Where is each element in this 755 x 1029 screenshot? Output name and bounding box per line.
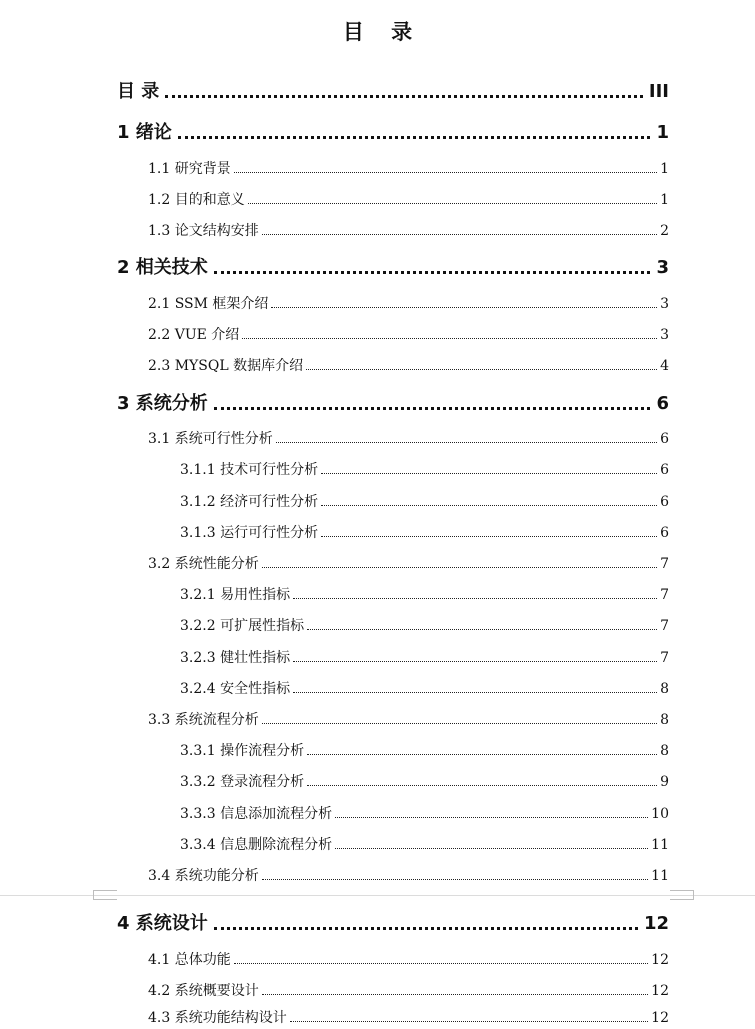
toc-entry-label: 2.3 MYSQL 数据库介绍 <box>148 358 304 374</box>
toc-entry-page: 2 <box>660 223 669 239</box>
toc-entry-page: 6 <box>660 494 669 510</box>
toc-entry-chapter-3[interactable] <box>117 391 669 415</box>
toc-entry-chapter-2[interactable] <box>117 255 669 279</box>
toc-entry-label: 3.3.4 信息删除流程分析 <box>180 837 333 853</box>
toc-entry-page: 12 <box>651 952 669 968</box>
toc-entry-label: 2.2 VUE 介绍 <box>148 327 240 343</box>
toc-entry-label: 3.4 系统功能分析 <box>148 868 259 884</box>
dot-leader <box>321 505 657 506</box>
dot-leader <box>234 963 648 964</box>
toc-entry-3-4[interactable] <box>148 865 669 885</box>
dot-leader <box>262 723 657 724</box>
toc-entry-page: 7 <box>660 650 669 666</box>
toc-entry-page: 6 <box>660 462 669 478</box>
toc-entry-3-2-2[interactable] <box>180 615 669 635</box>
toc-entry-label: 3.1 系统可行性分析 <box>148 431 273 447</box>
dot-leader <box>335 817 648 818</box>
toc-entry-label: 3.1.1 技术可行性分析 <box>180 462 319 478</box>
toc-entry-1-3[interactable] <box>148 220 669 240</box>
dot-leader <box>214 407 651 410</box>
toc-entry-label: 1.1 研究背景 <box>148 161 231 177</box>
toc-entry-chapter-1[interactable] <box>117 120 669 144</box>
toc-entry-label: 3.1.2 经济可行性分析 <box>180 494 319 510</box>
toc-entry-page: 3 <box>660 296 669 312</box>
dot-leader <box>293 661 657 662</box>
toc-entry-page: 8 <box>660 681 669 697</box>
toc-entry-page: 12 <box>651 983 669 999</box>
dot-leader <box>307 754 657 755</box>
toc-entry-label: 4.2 系统概要设计 <box>148 983 259 999</box>
toc-entry-3-3-1[interactable] <box>180 740 669 760</box>
page-title: 目 录 <box>342 20 423 44</box>
toc-entry-page: 3 <box>656 257 669 278</box>
toc-entry-page: 12 <box>643 913 669 934</box>
dot-leader <box>307 785 657 786</box>
toc-entry-4-1[interactable] <box>148 949 669 969</box>
dot-leader <box>321 536 657 537</box>
dot-leader <box>248 203 657 204</box>
dot-leader <box>335 848 648 849</box>
dot-leader <box>262 234 657 235</box>
toc-entry-page: 12 <box>651 1010 669 1026</box>
toc-entry-page: 7 <box>660 587 669 603</box>
toc-entry-page: 11 <box>651 868 669 884</box>
toc-entry-label: 4.3 系统功能结构设计 <box>148 1010 287 1026</box>
toc-entry-3-3-4[interactable] <box>180 834 669 854</box>
dot-leader <box>214 927 638 930</box>
toc-entry-page: 4 <box>660 358 669 374</box>
toc-entry-3-2-4[interactable] <box>180 678 669 698</box>
toc-entry-label: 3 系统分析 <box>117 393 208 414</box>
toc-entry-4-3[interactable] <box>148 1007 669 1027</box>
dot-leader <box>262 994 648 995</box>
toc-entry-3-3-2[interactable] <box>180 771 669 791</box>
toc-entry-label: 1.3 论文结构安排 <box>148 223 259 239</box>
dot-leader <box>242 338 657 339</box>
toc-entry-2-3[interactable] <box>148 355 669 375</box>
toc-entry-label: 3.2 系统性能分析 <box>148 556 259 572</box>
dot-leader <box>262 879 648 880</box>
toc-entry-3-2[interactable] <box>148 553 669 573</box>
toc-entry-label: 2.1 SSM 框架介绍 <box>148 296 269 312</box>
toc-entry-page: 7 <box>660 618 669 634</box>
toc-entry-page: 8 <box>660 743 669 759</box>
dot-leader <box>293 598 657 599</box>
toc-entry-page: 6 <box>660 431 669 447</box>
page-corner-mark-left <box>93 890 117 900</box>
toc-entry-page: 7 <box>660 556 669 572</box>
toc-entry-label: 3.1.3 运行可行性分析 <box>180 525 319 541</box>
dot-leader <box>293 692 657 693</box>
toc-entry-label: 1 绪论 <box>117 122 172 143</box>
toc-entry-3-3-3[interactable] <box>180 803 669 823</box>
toc-entry-page: 10 <box>651 806 669 822</box>
toc-entry-label: 3.3 系统流程分析 <box>148 712 259 728</box>
dot-leader <box>165 95 643 98</box>
toc-entry-3-2-1[interactable] <box>180 584 669 604</box>
toc-entry-3-1-1[interactable] <box>180 459 669 479</box>
toc-entry-page: 6 <box>656 393 669 414</box>
toc-entry-label: 目 录 <box>117 81 160 102</box>
toc-entry-label: 3.2.3 健壮性指标 <box>180 650 291 666</box>
toc-entry-page: 1 <box>660 192 669 208</box>
toc-entry-3-3[interactable] <box>148 709 669 729</box>
toc-entry-2-2[interactable] <box>148 324 669 344</box>
dot-leader <box>262 567 657 568</box>
toc-entry-page: 6 <box>660 525 669 541</box>
dot-leader <box>271 307 657 308</box>
toc-entry-label: 3.2.4 安全性指标 <box>180 681 291 697</box>
toc-entry-3-1-3[interactable] <box>180 522 669 542</box>
dot-leader <box>306 369 657 370</box>
page-corner-mark-right <box>670 890 694 900</box>
dot-leader <box>234 172 657 173</box>
toc-entry-4-2[interactable] <box>148 980 669 1000</box>
toc-entry-chapter-4[interactable] <box>117 911 669 935</box>
toc-entry-page: 11 <box>651 837 669 853</box>
toc-entry-label: 4.1 总体功能 <box>148 952 231 968</box>
dot-leader <box>321 473 657 474</box>
toc-entry-page: 1 <box>656 122 669 143</box>
toc-entry-page: III <box>648 81 669 102</box>
toc-entry-3-1[interactable] <box>148 428 669 448</box>
dot-leader <box>178 136 651 139</box>
toc-entry-3-1-2[interactable] <box>180 491 669 511</box>
toc-entry-page: 3 <box>660 327 669 343</box>
toc-entry-1-1[interactable] <box>148 158 669 178</box>
toc-entry-contents[interactable] <box>117 79 669 103</box>
toc-entry-label: 3.3.3 信息添加流程分析 <box>180 806 333 822</box>
toc-entry-label: 4 系统设计 <box>117 913 208 934</box>
dot-leader <box>290 1021 648 1022</box>
toc-entry-label: 3.3.2 登录流程分析 <box>180 774 305 790</box>
toc-entry-page: 1 <box>660 161 669 177</box>
toc-entry-label: 3.3.1 操作流程分析 <box>180 743 305 759</box>
toc-entry-label: 1.2 目的和意义 <box>148 192 245 208</box>
toc-entry-page: 9 <box>660 774 669 790</box>
toc-entry-3-2-3[interactable] <box>180 647 669 667</box>
toc-entry-label: 3.2.1 易用性指标 <box>180 587 291 603</box>
dot-leader <box>307 629 657 630</box>
toc-entry-label: 3.2.2 可扩展性指标 <box>180 618 305 634</box>
toc-entry-label: 2 相关技术 <box>117 257 208 278</box>
toc-entry-page: 8 <box>660 712 669 728</box>
toc-entry-1-2[interactable] <box>148 189 669 209</box>
dot-leader <box>276 442 657 443</box>
dot-leader <box>214 271 651 274</box>
toc-entry-2-1[interactable] <box>148 293 669 313</box>
